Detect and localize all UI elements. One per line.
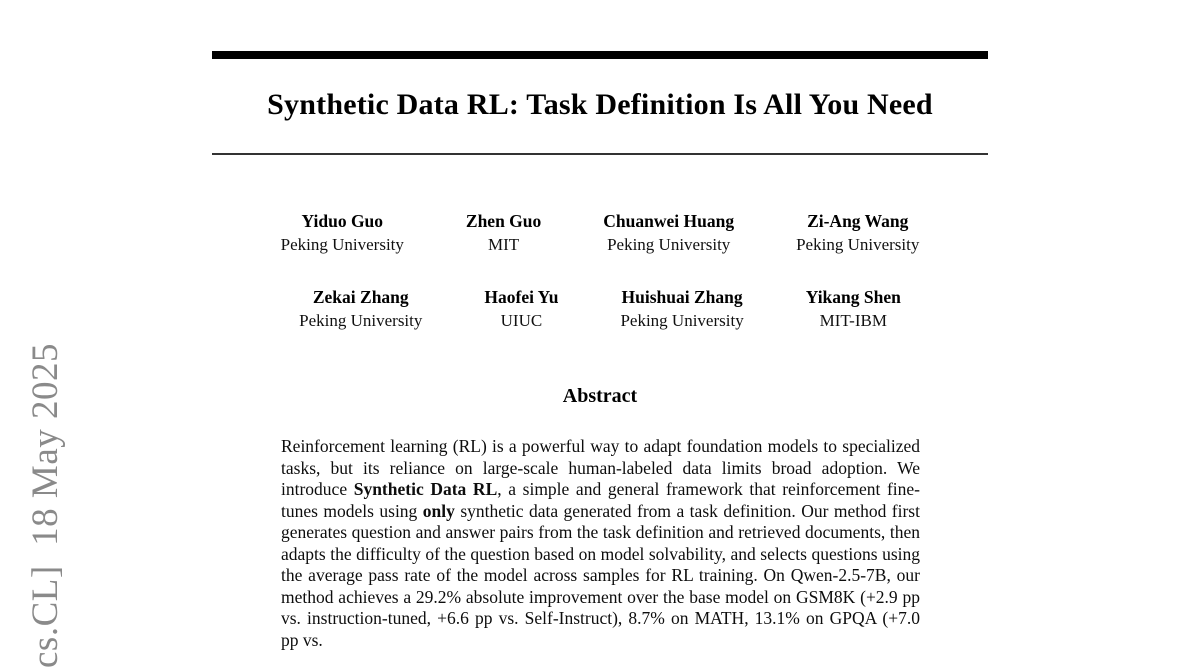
author-affiliation: MIT-IBM [819,311,887,330]
author-cell [281,210,404,256]
abstract-segment: synthetic data generated from a task definition. Our method first generates question and answer pairs from the task definition and retrieved documents, then adapts the difficulty of the question based on model solvability, and selects questions using the average pass rate of the model across samples for RL training. On Qwen-2.5-7B, our method achieves a 29.2% absolute improvement over the base model on GSM8K (+2.9 pp vs. instruction-tuned, +6.6 pp vs. Self-Instruct), 8.7% on MATH, 13.1% on GPQA (+7.0 pp vs. [281,500,920,650]
title-rule-thick [212,51,988,59]
author-cell [796,210,919,256]
abstract-segment-bold: only [422,500,455,521]
author-row [212,286,988,332]
author-cell [806,286,901,332]
abstract-segment: Reinforcement learning (RL) is a powerful way to adapt foundation models to specialized tasks, but its reliance on large-scale human-labeled data limits broad adoption. We introduce [281,436,920,499]
author-cell [603,210,734,256]
abstract-segment-bold: Synthetic Data RL [353,479,498,499]
author-affiliation: Peking University [280,235,404,254]
author-name: Zekai Zhang [312,287,409,307]
author-affiliation: Peking University [607,235,731,254]
author-name: Zhen Guo [465,211,542,231]
author-name: Huishuai Zhang [621,287,743,307]
author-cell [299,286,422,332]
author-cell [620,286,743,332]
author-name: Chuanwei Huang [603,211,735,231]
author-block [212,210,988,362]
author-name: Haofei Yu [484,287,559,307]
author-affiliation: MIT [488,235,520,254]
author-row [212,210,988,256]
author-affiliation: Peking University [299,311,423,330]
author-cell [484,286,558,332]
title-rule-thin [212,153,988,155]
author-affiliation: Peking University [620,311,744,330]
abstract-segment: , a simple and general framework that reinforcement fine-tunes models using [281,479,920,521]
abstract-text [281,436,920,651]
page-title: Synthetic Data RL: Task Definition Is All You Need [267,88,933,121]
author-name: Zi-Ang Wang [807,211,909,231]
author-cell [466,210,541,256]
author-affiliation: Peking University [796,235,920,254]
author-name: Yiduo Guo [301,211,384,231]
author-affiliation: UIUC [500,311,543,330]
abstract-heading: Abstract [562,385,638,407]
arxiv-watermark: cs.CL] 18 May 2025 [25,343,66,668]
author-name: Yikang Shen [805,287,901,307]
